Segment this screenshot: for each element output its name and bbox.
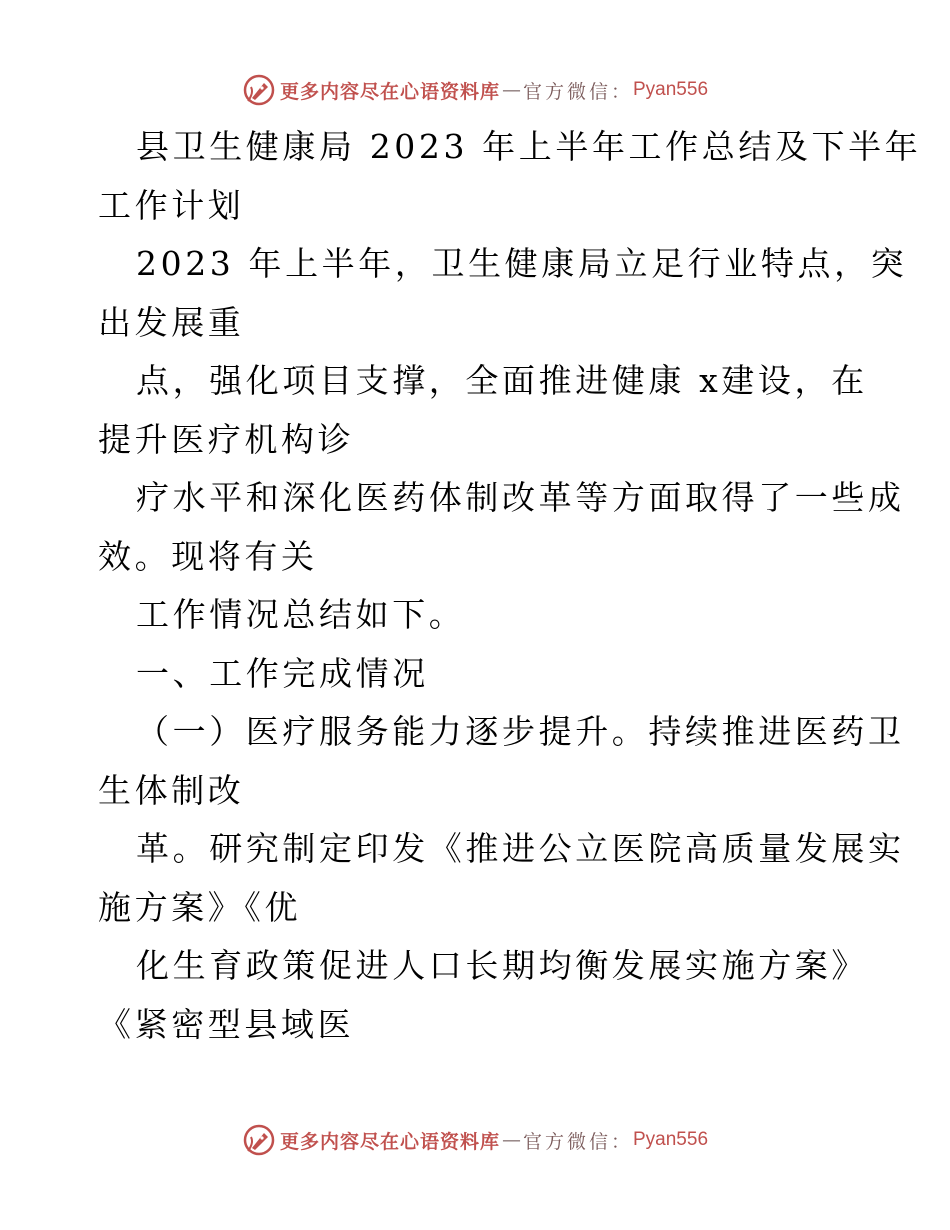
watermark-official-label: 官方微信：	[522, 1130, 633, 1153]
watermark-account: Pyan556	[633, 79, 709, 100]
text-line: 工作情况总结如下。	[136, 595, 466, 634]
watermark-account: Pyan556	[633, 1129, 709, 1150]
text-line: 出发展重	[98, 302, 245, 342]
footer-watermark	[0, 1120, 950, 1160]
text-line: 革。研究制定印发《推进公立医院高质量发展实	[136, 829, 905, 868]
text-line: 《紧密型县域医	[98, 1004, 355, 1044]
watermark-separator: —	[501, 1129, 521, 1151]
text-line: 县卫生健康局 2023 年上半年工作总结及下半年	[136, 127, 922, 166]
watermark-official-label: 官方微信：	[522, 80, 633, 103]
document-body	[98, 118, 922, 1054]
text-line: 化生育政策促进人口长期均衡发展实施方案》	[136, 946, 868, 985]
watermark-brand: 更多内容尽在心语资料库	[279, 1130, 500, 1153]
watermark-brand: 更多内容尽在心语资料库	[279, 80, 500, 103]
pen-nib-logo-icon	[242, 1123, 276, 1157]
text-line: 一、工作完成情况	[136, 653, 429, 693]
text-line: 施方案》《优	[98, 887, 302, 927]
text-line: 生体制改	[98, 770, 245, 810]
watermark-separator: —	[501, 79, 521, 101]
text-line: 提升医疗机构诊	[98, 419, 355, 459]
header-watermark	[0, 70, 950, 110]
text-line: 点，强化项目支撑，全面推进健康 x建设，在	[136, 361, 868, 400]
text-line: 效。现将有关	[98, 536, 318, 576]
text-line: 疗水平和深化医药体制改革等方面取得了一些成	[136, 478, 905, 517]
pen-nib-logo-icon	[242, 73, 276, 107]
text-line: 工作计划	[98, 185, 245, 225]
text-line: 2023 年上半年，卫生健康局立足行业特点，突	[136, 244, 908, 283]
text-line: （一）医疗服务能力逐步提升。持续推进医药卫	[136, 712, 905, 751]
